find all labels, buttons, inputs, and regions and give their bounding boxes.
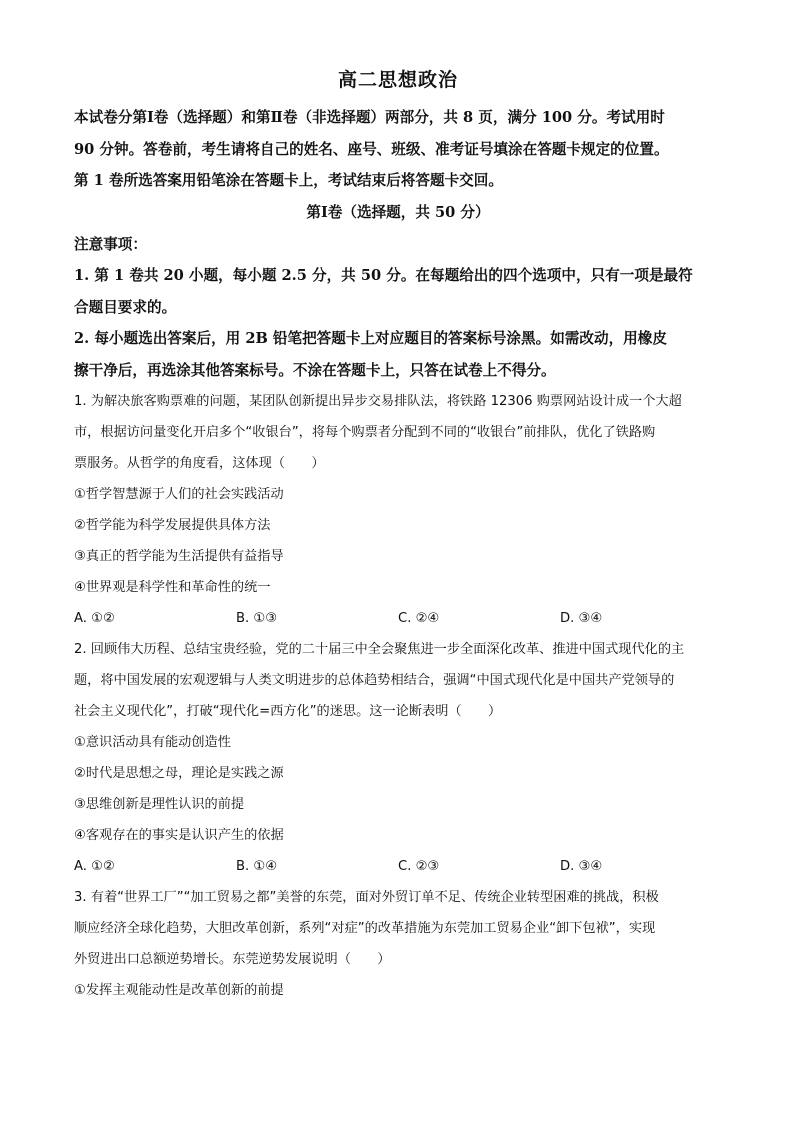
question-2: [74, 634, 722, 882]
section-title: 第Ⅰ卷（选择题，共 50 分）: [306, 203, 490, 221]
exam-intro: [74, 102, 722, 197]
choice-a: A. ①②: [74, 859, 115, 874]
question-option: ①意识活动具有能动创造性: [74, 735, 231, 750]
exam-title: 高二思想政治: [337, 69, 458, 91]
question-stem-line: 外贸进出口总额逆势增长。东莞逆势发展说明（ ）: [74, 952, 391, 967]
question-stem-line: 1. 为解决旅客购票难的问题，某团队创新提出异步交易排队法，将铁路 12306 购票网站设计成一个大超: [74, 394, 682, 409]
answer-choices: [74, 603, 722, 634]
choice-d: D. ③④: [560, 859, 603, 874]
answer-choices: [74, 851, 722, 882]
notes-line: 擦干净后，再选涂其他答案标号。不涂在答题卡上，只答在试卷上不得分。: [74, 361, 556, 379]
notes-heading: 注意事项：: [74, 235, 147, 253]
question-option: ②哲学能为科学发展提供具体方法: [74, 518, 271, 533]
question-stem-line: 市，根据访问量变化开启多个“收银台”，将每个购票者分配到不同的“收银台”前排队，优化了铁路购: [74, 425, 656, 440]
choice-b: B. ①④: [236, 859, 278, 874]
question-option: ①发挥主观能动性是改革创新的前提: [74, 983, 284, 998]
choice-b: B. ①③: [236, 611, 278, 626]
question-option: ③思维创新是理性认识的前提: [74, 797, 245, 812]
question-1: [74, 386, 722, 634]
intro-line: 第 1 卷所选答案用铅笔涂在答题卡上，考试结束后将答题卡交回。: [74, 172, 503, 189]
question-stem-line: 3. 有着“世界工厂”“加工贸易之都”美誉的东莞，面对外贸订单不足、传统企业转型困难的挑战，积极: [74, 890, 659, 905]
exam-page: [74, 66, 722, 1006]
intro-line: 90 分钟。答卷前，考生请将自己的姓名、座号、班级、准考证号填涂在答题卡规定的位置。: [74, 140, 669, 158]
choice-c: C. ②④: [398, 611, 440, 626]
notes-line: 合题目要求的。: [74, 298, 177, 316]
question-option: ④客观存在的事实是认识产生的依据: [74, 828, 284, 843]
question-3: [74, 882, 722, 1006]
notes-line: 1. 第 1 卷共 20 小题，每小题 2.5 分，共 50 分。在每题给出的四个选项中，只有一项是最符: [74, 267, 693, 284]
question-option: ③真正的哲学能为生活提供有益指导: [74, 549, 284, 564]
question-option: ②时代是思想之母，理论是实践之源: [74, 766, 284, 781]
question-option: ①哲学智慧源于人们的社会实践活动: [74, 487, 284, 502]
intro-line: 本试卷分第Ⅰ卷（选择题）和第Ⅱ卷（非选择题）两部分，共 8 页，满分 100 分。考试用时: [74, 109, 665, 126]
question-stem-line: 社会主义现代化”，打破“现代化=西方化”的迷思。这一论断表明（ ）: [74, 704, 502, 719]
question-stem-line: 2. 回顾伟大历程、总结宝贵经验，党的二十届三中全会聚焦进一步全面深化改革、推进中国式现代化的主: [74, 642, 685, 657]
question-stem-line: 题，将中国发展的宏观逻辑与人类文明进步的总体趋势相结合，强调“中国式现代化是中国共产党领导的: [74, 673, 675, 688]
choice-c: C. ②③: [398, 859, 440, 874]
choice-a: A. ①②: [74, 611, 115, 626]
question-stem-line: 票服务。从哲学的角度看，这体现（ ）: [74, 456, 325, 471]
question-option: ④世界观是科学性和革命性的统一: [74, 580, 271, 595]
notes-line: 2. 每小题选出答案后，用 2B 铅笔把答题卡上对应题目的答案标号涂黑。如需改动，用橡皮: [74, 330, 667, 347]
question-stem-line: 顺应经济全球化趋势，大胆改革创新，系列“对症”的改革措施为东莞加工贸易企业“卸下包袱”，实现: [74, 921, 656, 936]
notes-block: [74, 229, 722, 387]
choice-d: D. ③④: [560, 611, 603, 626]
